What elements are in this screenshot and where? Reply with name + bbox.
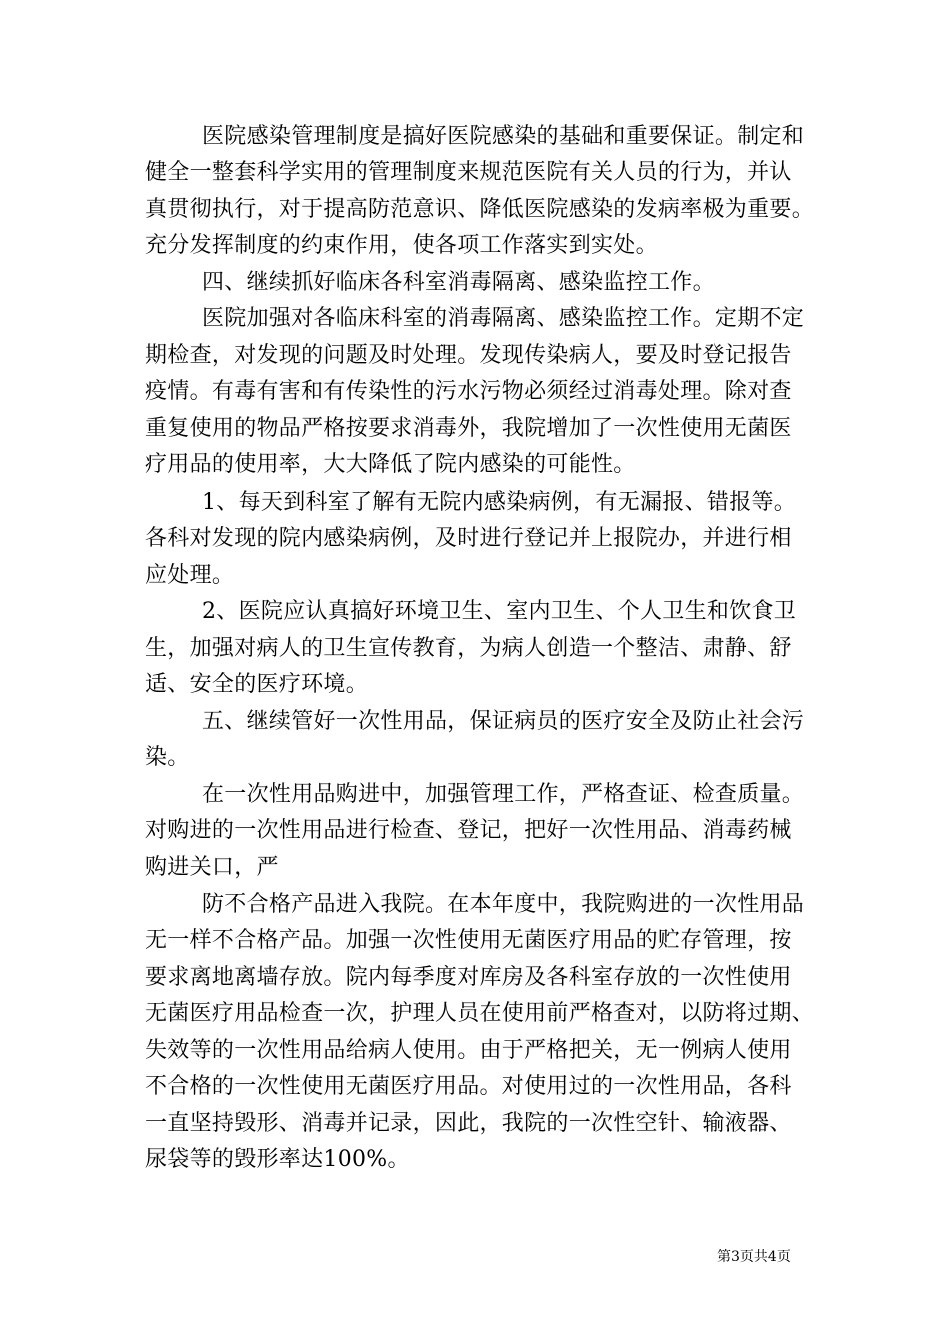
text-line: 重复使用的物品严格按要求消毒外，我院增加了一次性使用无菌医 [145,416,792,441]
section-heading: 五、继续管好一次性用品，保证病员的医疗安全及防止社会污 [202,709,805,734]
text-line: 健全一整套科学实用的管理制度来规范医院有关人员的行为，并认 [145,160,792,185]
page-number: 第3页共4页 [717,1249,791,1265]
text-line: 一直坚持毁形、消毒并记录，因此，我院的一次性空针、输液器、 [145,1111,792,1136]
text-line: 在一次性用品购进中，加强管理工作，严格查证、检查质量。 [202,782,805,807]
text-line: 无一样不合格产品。加强一次性使用无菌医疗用品的贮存管理，按 [145,928,792,953]
text-line: 真贯彻执行，对于提高防范意识、降低医院感染的发病率极为重要。 [145,197,815,222]
text-line: 失效等的一次性用品给病人使用。由于严格把关，无一例病人使用 [145,1038,792,1063]
text-line: 疗用品的使用率，大大降低了院内感染的可能性。 [145,452,636,477]
text-line: 医院感染管理制度是搞好医院感染的基础和重要保证。制定和 [202,124,805,149]
section-heading: 染。 [145,745,190,770]
text-line: 适、安全的医疗环境。 [145,672,369,697]
text-line: 期检查，对发现的问题及时处理。发现传染病人，要及时登记报告 [145,343,792,368]
text-line: 要求离地离墙存放。院内每季度对库房及各科室存放的一次性使用 [145,965,792,990]
text-line: 应处理。 [145,563,235,588]
text-line: 对购进的一次性用品进行检查、登记，把好一次性用品、消毒药械 [145,818,792,843]
text-line: 生，加强对病人的卫生宣传教育，为病人创造一个整洁、肃静、舒 [145,636,792,661]
text-line: 购进关口，严 [145,855,279,880]
text-line: 充分发挥制度的约束作用，使各项工作落实到实处。 [145,233,658,258]
text-line: 不合格的一次性使用无菌医疗用品。对使用过的一次性用品，各科 [145,1074,792,1099]
text-line: 无菌医疗用品检查一次，护理人员在使用前严格查对，以防将过期、 [145,1001,815,1026]
text-line: 防不合格产品进入我院。在本年度中，我院购进的一次性用品 [202,892,805,917]
text-line: 尿袋等的毁形率达100%。 [145,1147,410,1172]
section-heading: 四、继续抓好临床各科室消毒隔离、感染监控工作。 [202,270,715,295]
list-item-line: 2、医院应认真搞好环境卫生、室内卫生、个人卫生和饮食卫 [202,599,797,624]
text-line: 医院加强对各临床科室的消毒隔离、感染监控工作。定期不定 [202,306,805,331]
text-line: 各科对发现的院内感染病例，及时进行登记并上报院办，并进行相 [145,526,792,551]
text-line: 疫情。有毒有害和有传染性的污水污物必须经过消毒处理。除对查 [145,379,792,404]
list-item-line: 1、每天到科室了解有无院内感染病例，有无漏报、错报等。 [202,490,797,515]
